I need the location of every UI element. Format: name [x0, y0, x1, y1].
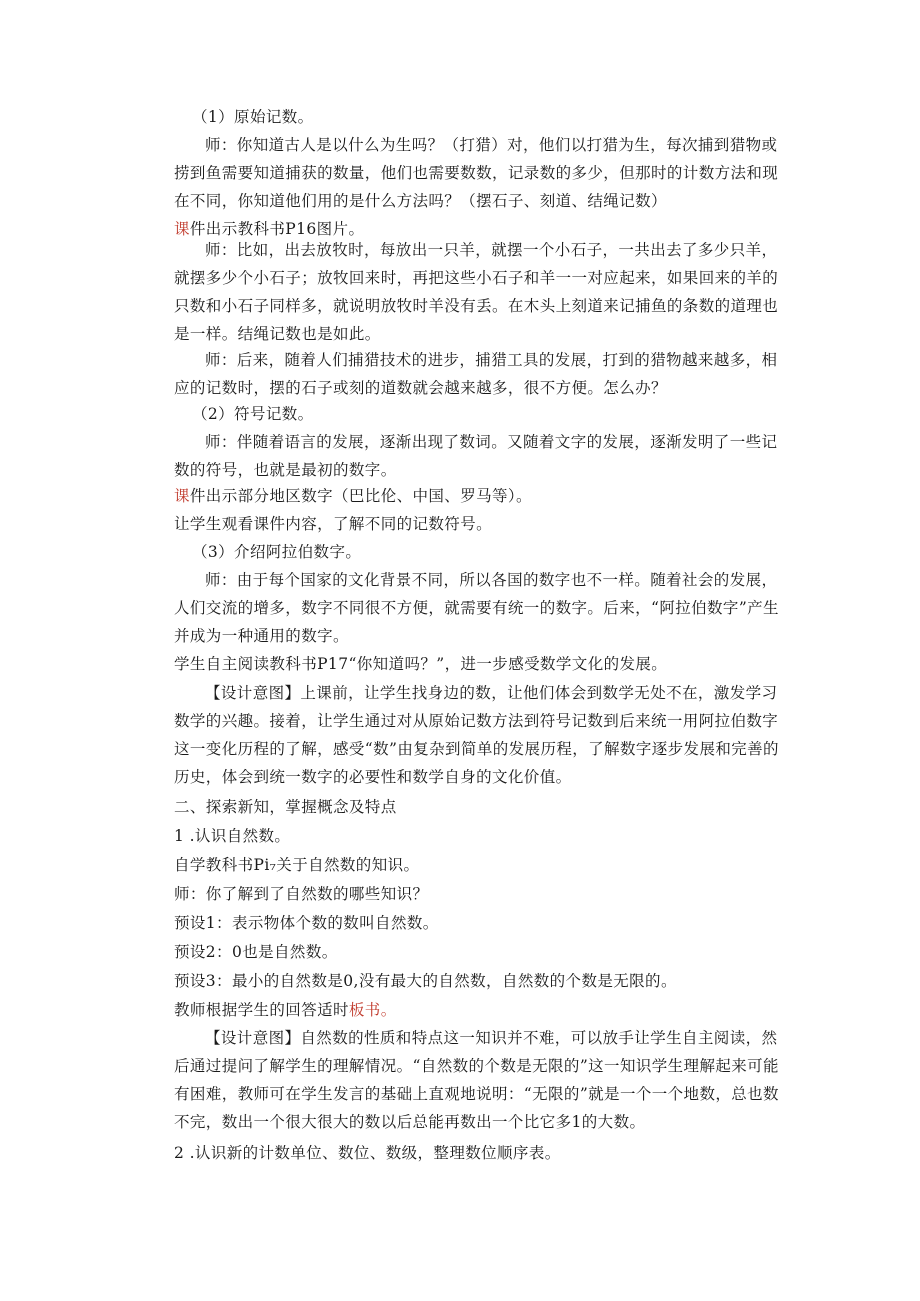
heading-arabic-numerals: （3）介绍阿拉伯数字。	[192, 543, 362, 561]
paragraph-preset-2: 预设2：0也是自然数。	[174, 943, 338, 961]
paragraph-self-study: 自学教科书Pi₇关于自然数的知识。	[174, 856, 420, 874]
paragraph-preset-1: 预设1：表示物体个数的数叫自然数。	[174, 914, 439, 932]
heading-symbol-counting: （2）符号记数。	[192, 405, 314, 423]
paragraph-design-intent-1: 【设计意图】上课前，让学生找身边的数，让他们体会到数学无处不在，激发学习数学的兴趣。接着，让学生通过对从原始记数方法到符号记数到后来统一用阿拉伯数字这一变化历程的了解，感受“数”由复杂到简单的发展历程，了解数字逐步发展和完善的历史，体会到统一数字的必要性和数学自身的文化价值。	[174, 684, 779, 786]
subheading-natural-numbers: 1 .认识自然数。	[174, 827, 291, 845]
paragraph-courseware-p16: 课件出示教科书P16图片。	[174, 220, 365, 238]
heading-primitive-counting: （1）原始记数。	[192, 108, 314, 126]
paragraph-preset-3: 预设3：最小的自然数是0,没有最大的自然数，自然数的个数是无限的。	[174, 972, 677, 990]
paragraph-courseware-regions: 课件出示部分地区数字（巴比伦、中国、罗马等）。	[174, 487, 532, 505]
paragraph-board-writing: 教师根据学生的回答适时板书。	[174, 1001, 397, 1019]
paragraph-design-intent-2: 【设计意图】自然数的性质和特点这一知识并不难，可以放手让学生自主阅读，然后通过提问了解学生的理解情况。“自然数的个数是无限的”这一知识学生理解起来可能有困难，教师可在学生发言的基础上直观地说明：“无限的”就是一个一个地数，总也数不完，数出一个很大很大的数以后总能再数出一个比它多1的大数。	[174, 1029, 779, 1131]
paragraph-students-watch: 让学生观看课件内容，了解不同的记数符号。	[174, 515, 493, 533]
section-heading-explore: 二、探索新知，掌握概念及特点	[174, 798, 397, 816]
paragraph-teacher-hunting: 师：你知道古人是以什么为生吗？（打猎）对，他们以打猎为生，每次捕到猎物或捞到鱼需要知道捕获的数量，他们也需要数数，记录数的多少，但那时的计数方法和现在不同，你知道他们用的是什么方法吗？（摆石子、刻道、结绳记数）	[174, 136, 779, 210]
paragraph-teacher-question: 师：你了解到了自然数的哪些知识？	[174, 885, 429, 903]
paragraph-teacher-later: 师：后来，随着人们捕猎技术的进步，捕猎工具的发展，打到的猎物越来越多，相应的记数时，摆的石子或刻的道数就会越来越多，很不方便。怎么办？	[174, 351, 778, 397]
subheading-counting-units: 2 .认识新的计数单位、数位、数级，整理数位顺序表。	[174, 1144, 561, 1162]
paragraph-self-reading-p17: 学生自主阅读教科书P17“你知道吗？”，进一步感受数学文化的发展。	[174, 655, 668, 673]
paragraph-teacher-sheep: 师：比如，出去放牧时，每放出一只羊，就摆一个小石子，一共出去了多少只羊，就摆多少个小石子；放牧回来时，再把这些小石子和羊一一对应起来，如果回来的羊的只数和小石子同样多，就说明放牧时羊没有丢。在木头上刻道来记捕鱼的条数的道理也是一样。结绳记数也是如此。	[174, 241, 779, 343]
paragraph-teacher-language: 师：伴随着语言的发展，逐渐出现了数词。又随着文字的发展，逐渐发明了一些记数的符号，也就是最初的数字。	[174, 433, 778, 479]
paragraph-teacher-culture: 师：由于每个国家的文化背景不同，所以各国的数字也不一样。随着社会的发展，人们交流的增多，数字不同很不方便，就需要有统一的数字。后来，“阿拉伯数字”产生并成为一种通用的数字。	[174, 571, 779, 645]
